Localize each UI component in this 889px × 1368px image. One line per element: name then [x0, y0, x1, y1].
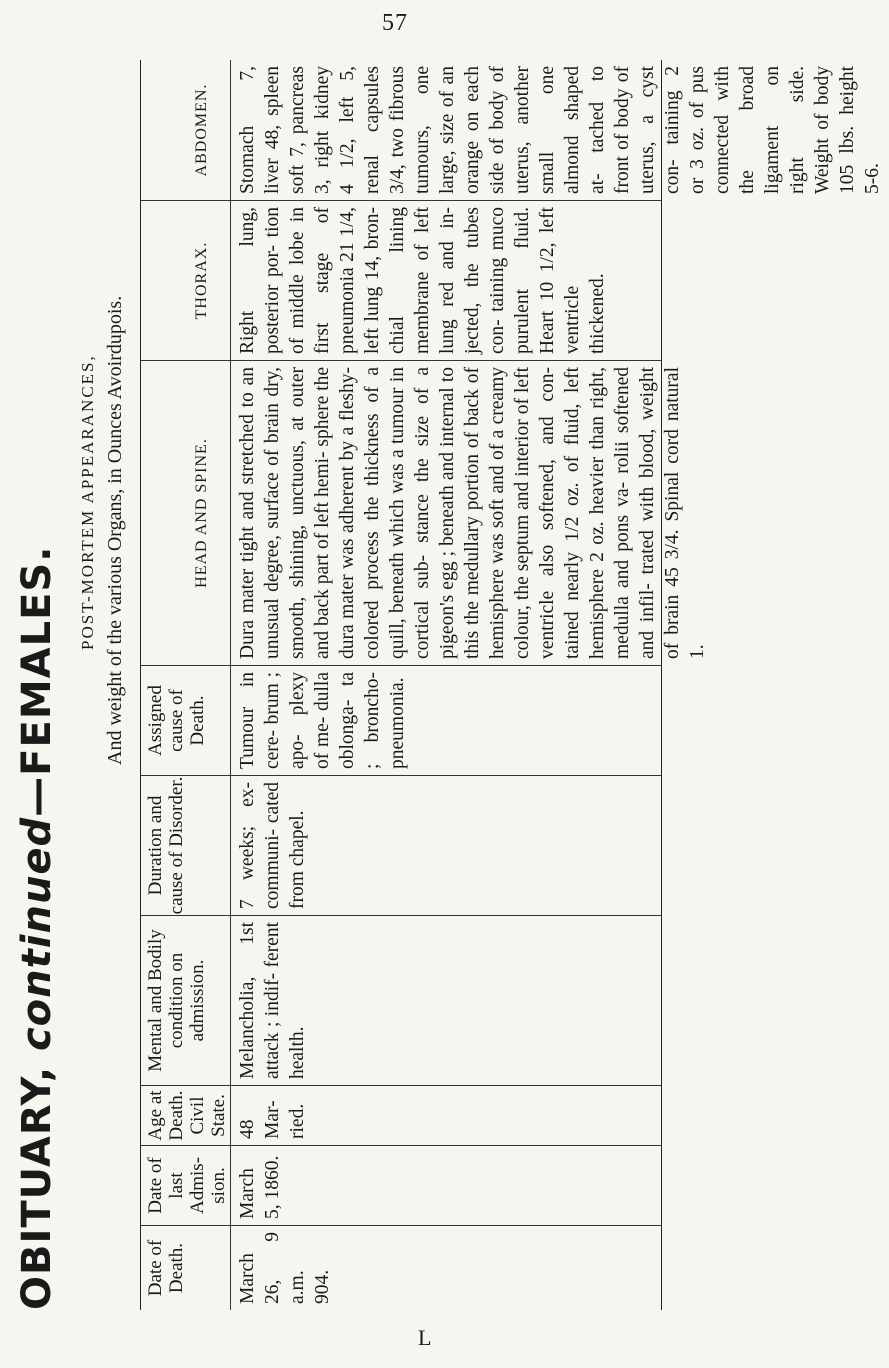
page-title: [14, 546, 60, 1310]
header-age-civil-state: Age at Death. Civil State.: [141, 1086, 231, 1145]
column-duration-cause: [141, 775, 661, 915]
column-date-of-admission: [141, 1145, 661, 1225]
title-continued: continued: [14, 816, 60, 1052]
cell-date-of-death: March 26, 9 a.m. 904.: [237, 1232, 333, 1304]
footer-signature-mark: L: [418, 1325, 432, 1350]
header-date-of-death: Date of Death.: [141, 1226, 231, 1310]
cell-duration-cause: 7 weeks; ex- communi- cated from chapel.: [237, 782, 308, 909]
rotated-page-content: [0, 40, 883, 1340]
page-header: [0, 40, 150, 1340]
post-mortem-heading: POST-MORTEM APPEARANCES,: [78, 354, 97, 650]
header-head-and-spine: HEAD AND SPINE.: [141, 361, 231, 665]
title-females: —FEMALES.: [14, 545, 60, 817]
cell-age-civil-state: 48 Mar- ried.: [237, 1100, 308, 1139]
cell-abdomen: Stomach 7, liver 48, spleen soft 7, pancreas 3, right kidney 4 1/2, left 5, renal capsules 3/4, two fibrous tumours, one large, size of an orange on each side of body of uterus, another small one almond shaped at- tached to front of body of uterus, a cyst con- taining 2 or 3 oz. of pus connected with the broad ligament on right side. Weight of body 105 lbs. height 5-6.: [237, 66, 883, 194]
column-abdomen: [141, 60, 883, 200]
header-thorax: THORAX.: [141, 201, 231, 360]
header-abdomen: ABDOMEN.: [141, 60, 231, 200]
header-assigned-cause: Assigned cause of Death.: [141, 666, 231, 775]
header-mental-bodily-condition: Mental and Bodily condition on admission.: [141, 916, 231, 1085]
column-head-and-spine: [141, 360, 708, 665]
cell-date-of-admission: March 5, 1860.: [237, 1155, 283, 1219]
cell-mental-bodily-condition: Melancholia, 1st attack ; indif- ferent health.: [237, 922, 308, 1079]
title-obituary: OBITUARY,: [14, 1065, 60, 1310]
header-date-of-admission: Date of last Admis- sion.: [141, 1146, 231, 1225]
obituary-table: [140, 60, 883, 1310]
cell-head-and-spine: Dura mater tight and stretched to an unusual degree, surface of brain dry, smooth, shining, unctuous, at outer and back part of left hemi- sphere the dura mater was adherent by a fleshy-colored process the thickness of a quill, beneath which was a tumour in cortical sub- stance the size of a pigeon's egg ; beneath and internal to this the medullary portion of back of hemisphere was soft and of a creamy colour, the septum and interior of left ventricle also softened, and con- tained nearly 1/2 oz. of fluid, left hemisphere 2 oz. heavier than right, medulla and pons va- rolii softened and infil- trated with blood, weight of brain 45 3/4. Spinal cord natural 1.: [237, 367, 708, 659]
column-date-of-death: [141, 1225, 661, 1310]
column-thorax: [141, 200, 661, 360]
header-duration-cause: Duration and cause of Disorder.: [141, 776, 231, 915]
cell-assigned-cause: Tumour in cere- brum ; apo- plexy of me- dulla oblonga- ta ; broncho- pneumonia.: [237, 672, 408, 769]
post-mortem-subheading: And weight of the various Organs, in Ounces Avoirdupois.: [104, 295, 126, 765]
column-assigned-cause: [141, 665, 661, 775]
cell-thorax: Right lung, posterior por- tion of middle lobe in first stage of pneumonia 21 1/4, left lung 14, bron- chial lining membrane of left lung red and in- jected, the tubes con- taining muco purulent fluid. Heart 10 1/2, left ventricle thickened.: [237, 207, 608, 354]
column-mental-bodily-condition: [141, 915, 661, 1085]
column-age-civil-state: [141, 1085, 661, 1145]
page-number: 57: [382, 10, 408, 36]
